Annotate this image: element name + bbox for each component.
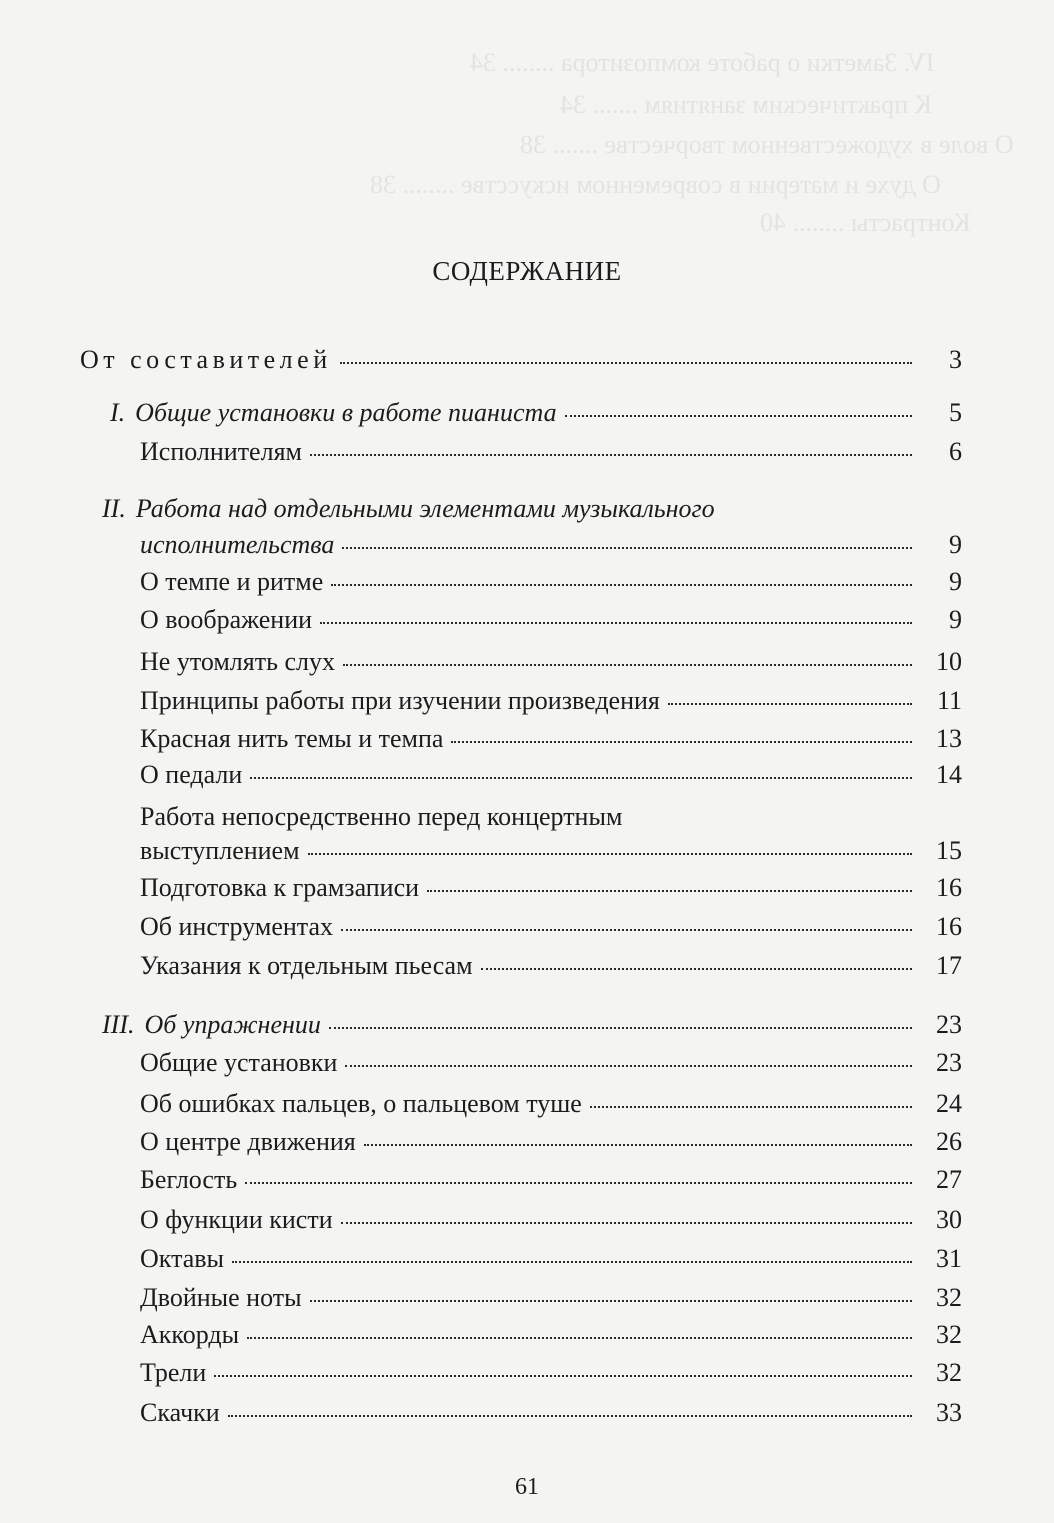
toc-entry-page: 26 [936,1127,962,1156]
toc-entry-label-line1: Работа непосредственно перед концертным [140,802,623,831]
toc-entry-page: 27 [936,1165,962,1194]
toc-entry [140,1203,962,1237]
toc-entry-label: О воображении [140,605,313,634]
toc-entry-label: О темпе и ритме [140,567,324,596]
leader-dots [481,968,912,970]
leader-dots [228,1415,912,1417]
leader-dots [331,584,912,586]
toc-entry-page: 10 [936,647,962,676]
leader-dots [340,362,912,364]
toc-entry-label: Аккорды [140,1320,240,1349]
leader-dots [250,777,912,779]
section-number: III. [102,1010,135,1039]
leader-dots [342,547,912,549]
leader-dots [247,1337,912,1339]
section-number: I. [110,398,126,427]
toc-entry-page: 17 [936,951,962,980]
toc-entry-page: 16 [936,873,962,902]
toc-entry-label: Общие установки [140,1048,338,1077]
leader-dots [310,454,912,456]
toc-entry-page: 24 [936,1089,962,1118]
page-number: 61 [515,1474,539,1500]
leader-dots [668,703,912,705]
toc-entry-page: 9 [949,530,962,559]
toc-entry-page: 9 [949,567,962,596]
toc-entry [140,722,962,756]
toc-entry-label: Октавы [140,1244,225,1273]
toc-entry-page: 16 [936,912,962,941]
toc-entry [140,1125,962,1159]
leader-dots [341,1222,912,1224]
toc-entry-line1 [140,800,622,834]
leader-dots [565,415,912,417]
toc-entry-page: 32 [936,1358,962,1387]
toc-entry-label: Беглость [140,1165,238,1194]
toc-entry [140,435,962,469]
toc-entry-label: О функции кисти [140,1205,333,1234]
leader-dots [341,929,912,931]
toc-entry-label: Скачки [140,1398,220,1427]
toc-entry-page: 32 [936,1320,962,1349]
toc-entry [140,1046,962,1080]
toc-entry-page: 23 [936,1048,962,1077]
toc-entry [140,834,962,868]
toc-entry [140,1163,962,1197]
toc-entry [140,645,962,679]
toc-entry [140,603,962,637]
toc-section-1 [110,396,962,430]
toc-entry-label: О педали [140,760,243,789]
show-through-text: IV. Заметки о работе композитора ........ 34 К практическим занятиям ....... 34 О воле в художественном творчестве ....... 38 О духе и материи в современном искусстве ........ 38 Контрасты ........ 40 [370,48,1014,237]
toc-entry-page: 23 [936,1010,962,1039]
toc-entry [140,758,962,792]
page-title: СОДЕРЖАНИЕ [432,256,622,286]
toc-entry-label: О центре движения [140,1127,356,1156]
toc-entry-page: 33 [936,1398,962,1427]
toc-entry-page: 5 [949,398,962,427]
toc-entry [140,1281,962,1315]
leader-dots [364,1144,912,1146]
toc-entry [140,1356,962,1390]
toc-entry-label: Не утомлять слух [140,647,335,676]
leader-dots [345,1065,912,1067]
toc-entry-label: Об инструментах [140,912,333,941]
toc-entry [140,1318,962,1352]
leader-dots [451,741,912,743]
toc-entry-label: Исполнителям [140,437,302,466]
toc-entry-label: Об ошибках пальцев, о пальцевом туше [140,1089,582,1118]
toc-entry-page: 15 [936,836,962,865]
leader-dots [590,1106,912,1108]
toc-entry-label: От составителей [80,345,332,374]
toc-section-3 [102,1008,962,1042]
toc-entry-label: выступлением [140,836,300,865]
leader-dots [329,1027,912,1029]
leader-dots [310,1300,912,1302]
toc-entry-label: Принципы работы при изучении произведения [140,686,660,715]
toc-entry-page: 3 [949,345,962,374]
leader-dots [308,853,912,855]
toc-entry-label: Об упражнении [144,1010,321,1039]
toc-entry-page: 30 [936,1205,962,1234]
toc-entry-label: Двойные ноты [140,1283,302,1312]
toc-entry [140,565,962,599]
toc-entry [140,1242,962,1276]
toc-entry-label: Общие установки в работе пианиста [135,398,557,427]
toc-entry-label: Красная нить темы и темпа [140,724,444,753]
toc-entry-page: 9 [949,605,962,634]
leader-dots [232,1261,912,1263]
toc-entry-label-line1: Работа над отдельными элементами музыкального [135,494,715,523]
toc-entry-from-compilers [80,343,962,377]
leader-dots [320,622,912,624]
toc-entry-label: Трели [140,1358,207,1387]
toc-section-2-line1 [102,492,715,526]
toc-entry-page: 6 [949,437,962,466]
toc-entry [140,684,962,718]
toc-entry-page: 14 [936,760,962,789]
leader-dots [214,1375,912,1377]
toc-entry-label: Указания к отдельным пьесам [140,951,473,980]
toc-entry-label: Подготовка к грамзаписи [140,873,420,902]
toc-entry [140,871,962,905]
toc-entry-page: 31 [936,1244,962,1273]
toc-entry-page: 13 [936,724,962,753]
toc-entry [140,1087,962,1121]
toc-entry [140,949,962,983]
section-number: II. [102,494,126,523]
toc-section-2 [140,528,962,562]
leader-dots [245,1182,912,1184]
toc-entry [140,910,962,944]
leader-dots [343,664,912,666]
toc-entry [140,1396,962,1430]
toc-entry-page: 32 [936,1283,962,1312]
toc-entry-label: исполнительства [140,530,335,559]
toc-entry-page: 11 [936,686,962,715]
leader-dots [427,890,912,892]
